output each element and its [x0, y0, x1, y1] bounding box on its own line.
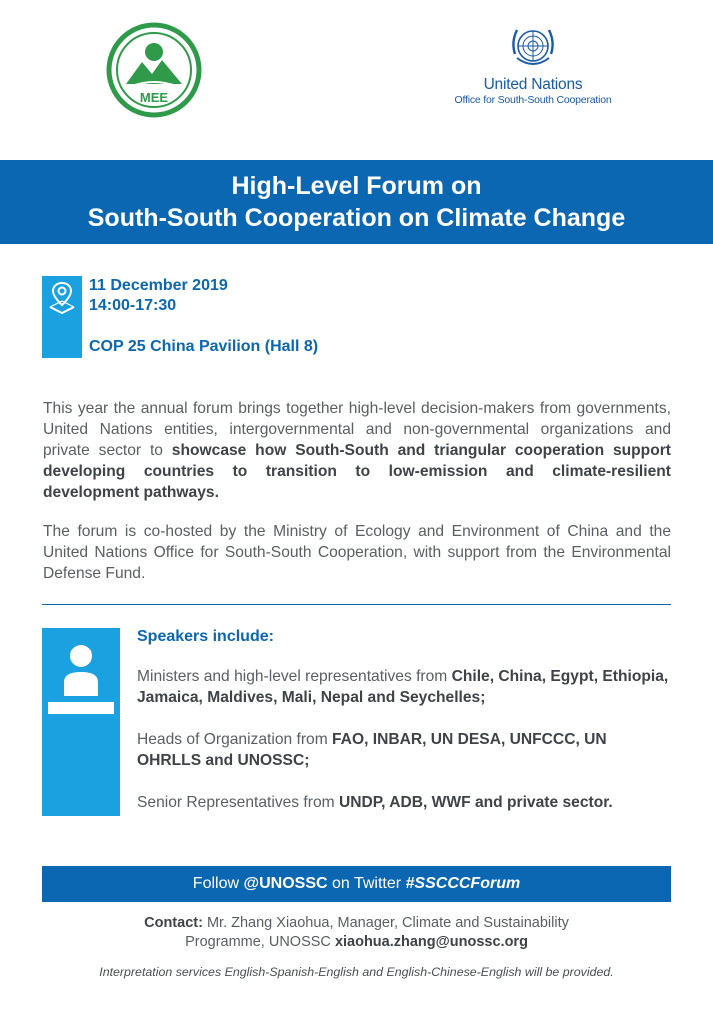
interpretation-note: Interpretation services English-Spanish-English and English-Chinese-English will be provided. — [99, 965, 614, 979]
intro-text: This year the annual forum brings together high-level decision-makers from governments, United Nations entities, intergovernmental and non-governmental organizations and private sector to — [43, 400, 671, 459]
twitter-handle-link[interactable]: @UNOSSC — [243, 875, 328, 892]
speaker-item-bold: UNDP, ADB, WWF and private sector. — [338, 794, 613, 811]
speakers-section — [137, 626, 671, 834]
divider — [42, 604, 671, 605]
twitter-middle: on Twitter — [327, 875, 406, 892]
speaker-item-ministers — [137, 666, 671, 708]
svg-text:MEE: MEE — [139, 90, 169, 105]
speaker-podium-icon — [42, 634, 120, 724]
speaker-item-text: Senior Representatives from — [137, 794, 339, 811]
speaker-item-representatives — [137, 792, 671, 813]
title-line-1: High-Level Forum on — [231, 172, 482, 200]
event-date: 11 December 2019 — [89, 277, 228, 294]
un-office-name: Office for South-South Cooperation — [454, 94, 612, 106]
speaker-item-bold: Chile, China, Egypt, Ethiopia, Jamaica, Maldives, Mali, Nepal and Seychelles; — [137, 668, 669, 706]
event-info — [89, 276, 318, 357]
speaker-item-text: Ministers and high-level representatives from — [137, 668, 452, 685]
un-ossc-logo — [438, 24, 628, 124]
mee-logo — [106, 22, 202, 118]
speaker-item-organizations — [137, 729, 671, 771]
cohost-paragraph: The forum is co-hosted by the Ministry of Ecology and Environment of China and the United Nations Office for South-South Cooperation, with support from the Environmental Defense Fund. — [43, 523, 671, 582]
twitter-bar — [42, 866, 671, 902]
contact-text-1: Mr. Zhang Xiaohua, Manager, Climate and Sustainability — [202, 915, 569, 931]
twitter-hashtag-link[interactable]: #SSCCCForum — [405, 875, 521, 892]
contact-info — [42, 914, 671, 952]
twitter-prefix: Follow — [192, 875, 244, 892]
title-banner — [0, 160, 713, 244]
contact-text-2: Programme, UNOSSC — [185, 934, 335, 950]
header-logos — [0, 0, 713, 160]
speaker-item-bold: FAO, INBAR, UN DESA, UNFCCC, UN OHRLLS and UNOSSC; — [137, 731, 607, 769]
speaker-item-text: Heads of Organization from — [137, 731, 333, 748]
intro-paragraph — [43, 398, 671, 503]
event-venue: COP 25 China Pavilion (Hall 8) — [89, 338, 319, 355]
intro-highlight: showcase how South-South and triangular cooperation support developing countries to transition to low-emission and climate-resilient development pathways. — [43, 442, 671, 501]
title-line-2: South-South Cooperation on Climate Change — [87, 204, 626, 232]
location-icon-box — [42, 276, 82, 358]
contact-email-link[interactable]: xiaohua.zhang@unossc.org — [334, 934, 528, 950]
event-time: 14:00-17:30 — [89, 297, 177, 314]
un-emblem-icon — [505, 24, 561, 72]
contact-label: Contact: — [144, 915, 203, 931]
un-name: United Nations — [483, 76, 583, 93]
speaker-icon-box — [42, 628, 120, 816]
location-pin-icon — [46, 280, 78, 318]
speakers-heading: Speakers include: — [137, 628, 274, 645]
